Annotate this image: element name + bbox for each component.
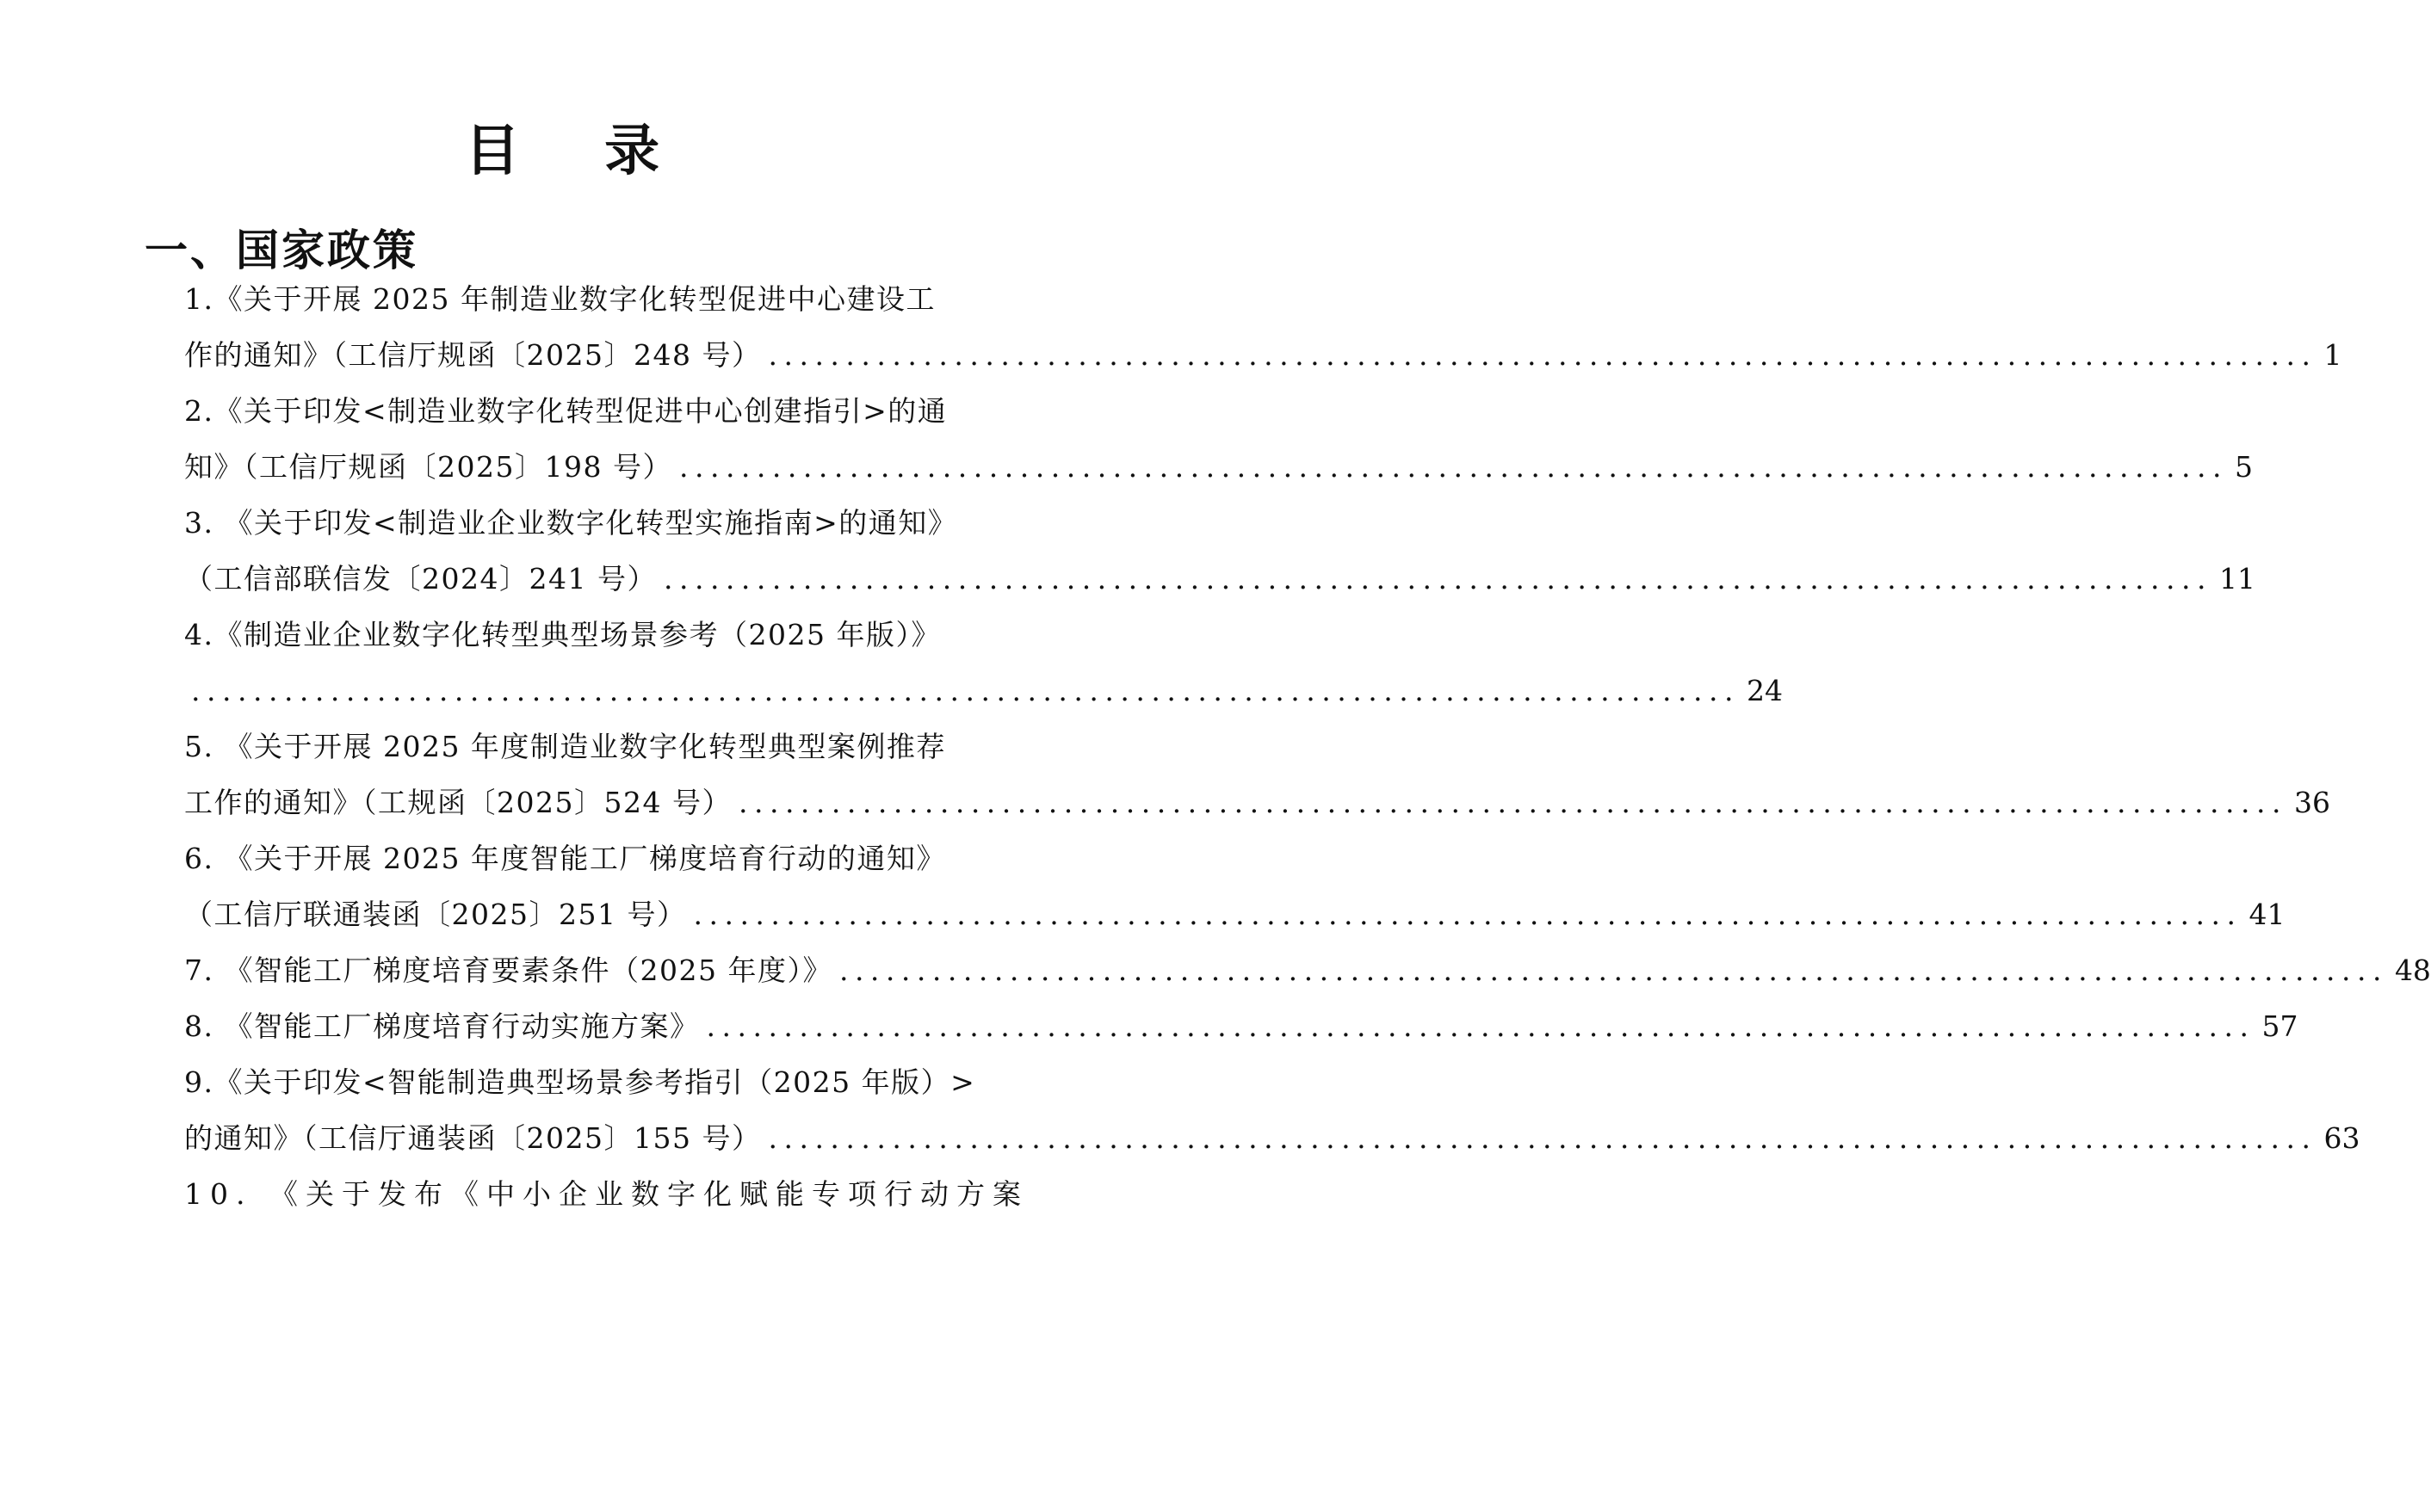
section-heading: 一、国家政策 — [145, 225, 418, 275]
toc-page-number: 36 — [2293, 786, 2330, 819]
toc-leader: .................................................................................................... — [693, 898, 2242, 931]
toc-page-number: 57 — [2261, 1009, 2298, 1043]
toc-leader: .................................................................................................... — [768, 1121, 2317, 1155]
toc-entry-3-line-2[interactable]: （工信部联信发〔2024〕241 号） .................................................................................................... 11 — [184, 553, 975, 605]
toc-page-number: 48 — [2394, 953, 2431, 987]
toc-entry-6-line-2[interactable]: （工信厅联通装函〔2025〕251 号） .................................................................................................... 41 — [184, 889, 975, 941]
toc-entry-4-line-1[interactable]: 4.《制造业企业数字化转型典型场景参考（2025 年版）》 — [184, 618, 941, 651]
toc-entry-7[interactable]: 7. 《智能工厂梯度培育要素条件（2025 年度）》 .................................................................................................... 48 — [184, 945, 975, 997]
toc-entry-9-line-2[interactable]: 的通知》（工信厅通装函〔2025〕155 号） .................................................................................................... 63 — [184, 1113, 975, 1164]
toc-entry-3-line-1[interactable]: 3. 《关于印发<制造业企业数字化转型实施指南>的通知》 — [184, 506, 958, 540]
toc-leader: .................................................................................................... — [191, 674, 1740, 707]
toc-leader: .................................................................................................... — [678, 450, 2228, 484]
toc-page-number: 63 — [2323, 1121, 2360, 1155]
toc-page-number: 24 — [1746, 674, 1783, 707]
toc-page-number: 11 — [2218, 562, 2255, 596]
toc-entry-4-line-2[interactable] — [184, 665, 1783, 717]
toc-entry-5-line-2[interactable]: 工作的通知》（工规函〔2025〕524 号） .................................................................................................... 36 — [184, 777, 975, 829]
toc-entry-8[interactable]: 8. 《智能工厂梯度培育行动实施方案》 .................................................................................................... 57 — [184, 1001, 975, 1052]
toc-leader: .................................................................................................... — [838, 953, 2388, 987]
toc-entry-1-line-2[interactable]: 作的通知》（工信厅规函〔2025〕248 号） .................................................................................................... 1 — [184, 330, 975, 381]
toc-entry-5-line-1[interactable]: 5. 《关于开展 2025 年度制造业数字化转型典型案例推荐 — [184, 730, 946, 763]
toc-leader: .................................................................................................... — [663, 562, 2212, 596]
toc-entry-2-line-2[interactable]: 知》（工信厅规函〔2025〕198 号） .................................................................................................... 5 — [184, 441, 975, 493]
toc-leader: .................................................................................................... — [768, 338, 2317, 372]
toc-entry-10-line-1[interactable]: 10. 《关于发布《中小企业数字化赋能专项行动方案 — [184, 1177, 1029, 1211]
toc-entry-9-line-1[interactable]: 9.《关于印发<智能制造典型场景参考指引（2025 年版）> — [184, 1065, 976, 1099]
toc-page-number: 1 — [2323, 338, 2342, 372]
toc-page-number: 41 — [2249, 898, 2286, 931]
toc-entry-6-line-1[interactable]: 6. 《关于开展 2025 年度智能工厂梯度培育行动的通知》 — [184, 842, 946, 875]
toc-leader: .................................................................................................... — [738, 786, 2287, 819]
toc-entry-2-line-1[interactable]: 2.《关于印发<制造业数字化转型促进中心创建指引>的通 — [184, 394, 948, 428]
toc-entry-1-line-1[interactable]: 1.《关于开展 2025 年制造业数字化转型促进中心建设工 — [184, 282, 936, 316]
toc-leader: .................................................................................................... — [706, 1009, 2255, 1043]
page-title: 目 录 — [464, 120, 693, 183]
toc-page-number: 5 — [2234, 450, 2253, 484]
